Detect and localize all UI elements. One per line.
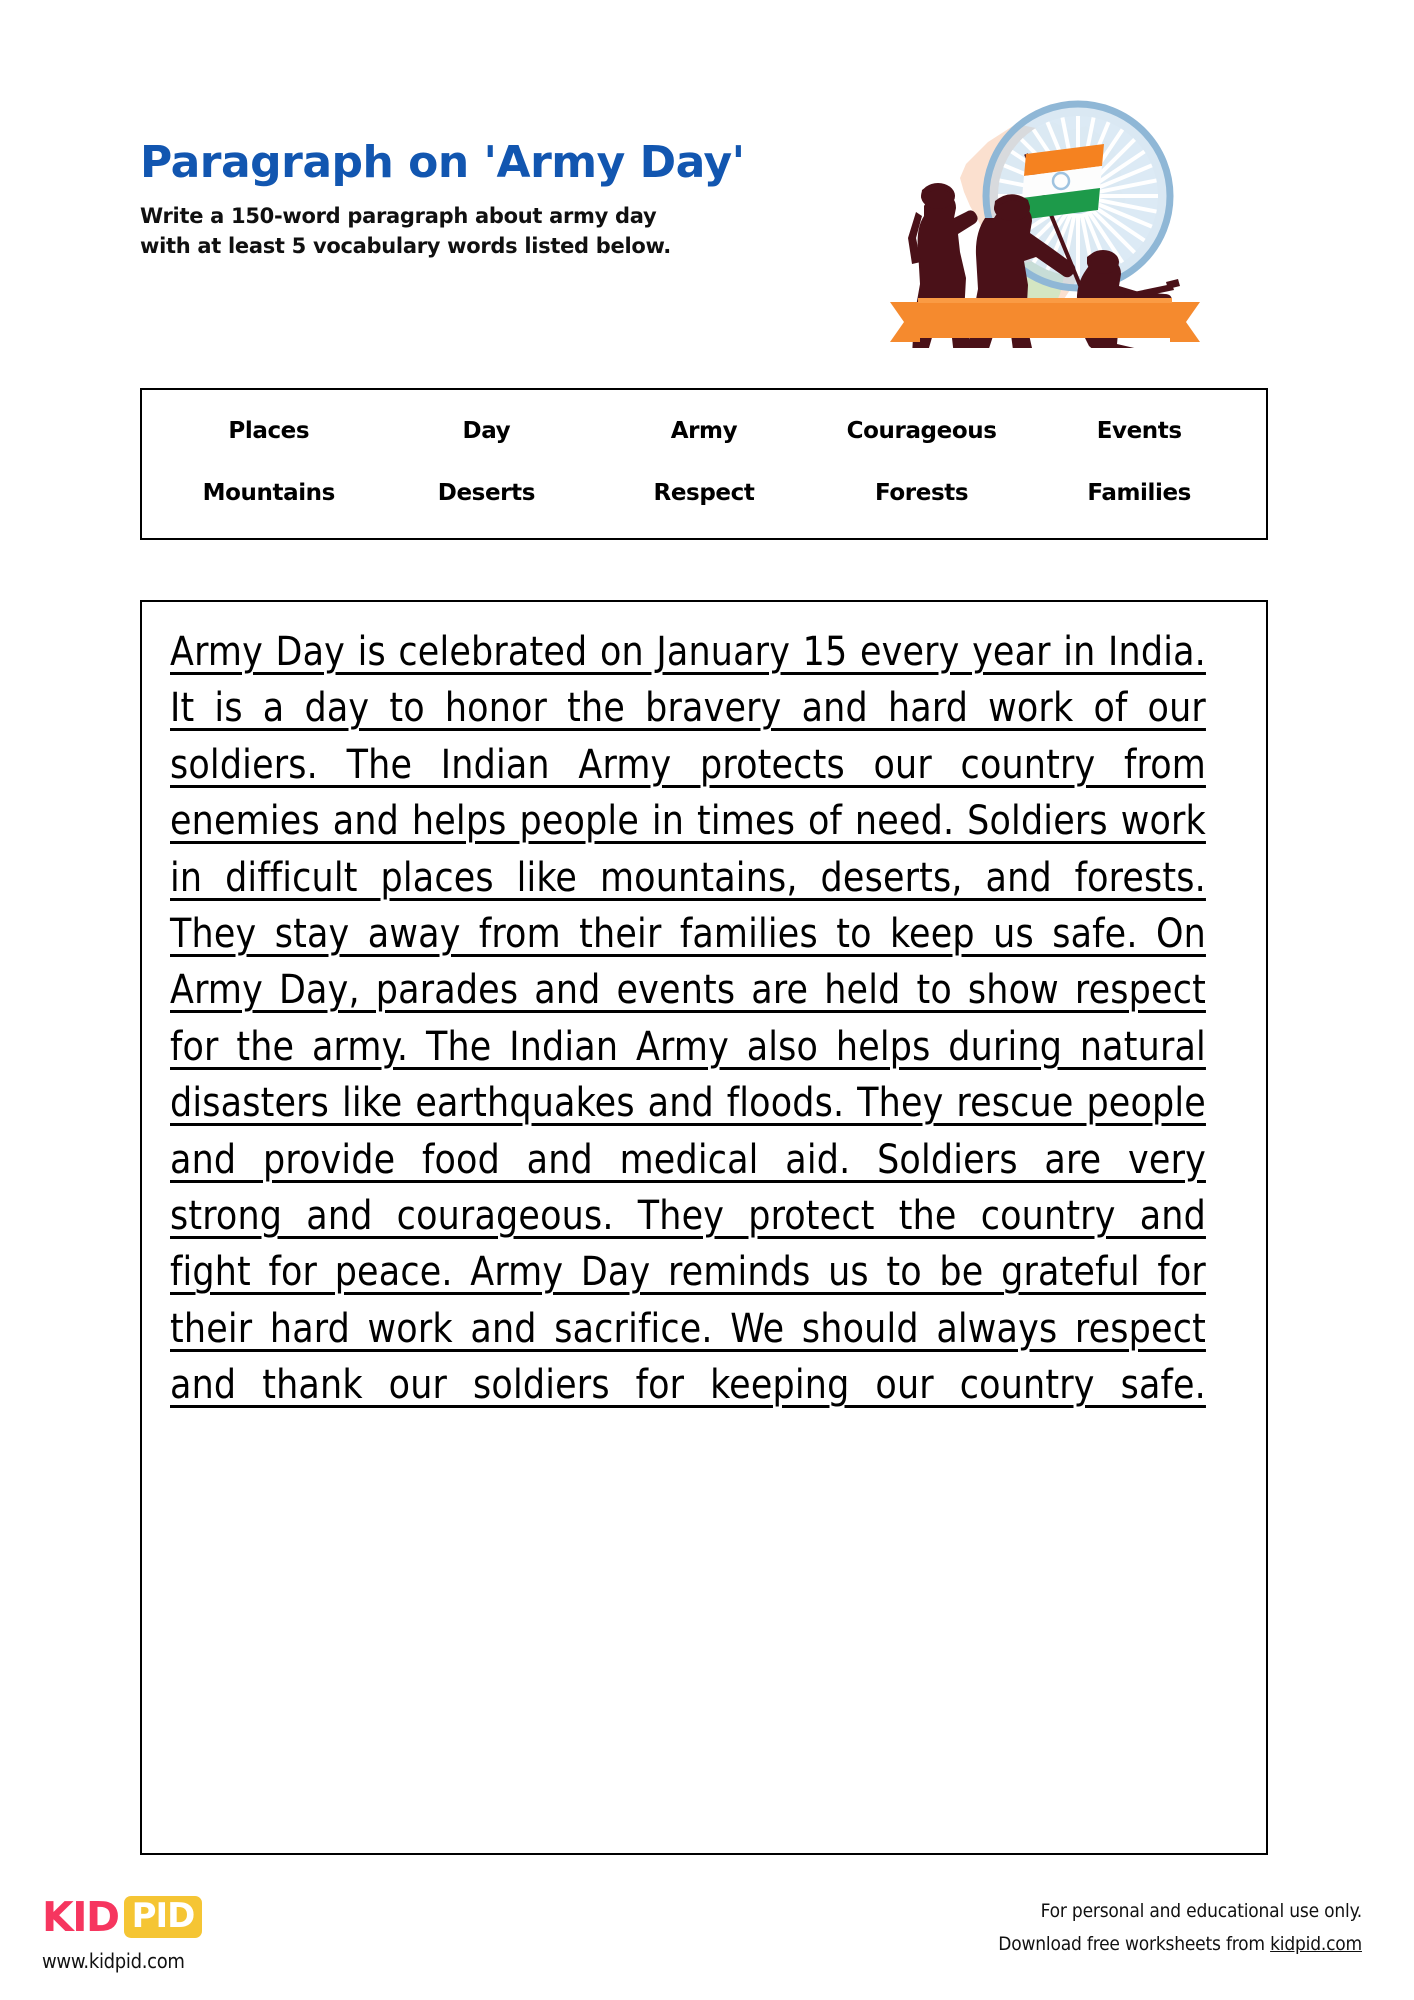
vocab-word: Forests bbox=[875, 480, 969, 506]
vocab-word: Mountains bbox=[202, 480, 335, 506]
vocabulary-row bbox=[160, 400, 1248, 462]
footer-branding bbox=[42, 1893, 342, 1973]
download-notice bbox=[998, 1928, 1362, 1961]
vocab-word: Day bbox=[462, 418, 511, 444]
download-notice-prefix: Download free worksheets from bbox=[998, 1933, 1271, 1956]
vocab-word: Respect bbox=[653, 480, 755, 506]
ribbon-banner bbox=[890, 298, 1200, 342]
handwritten-paragraph: Army Day is celebrated on January 15 every year in India. It is a day to honor the bravery and hard work of our soldiers. The Indian Army protects our country from enemies and helps people in times of need. Soldiers work in difficult places like mountains, deserts, and forests. They stay away from their families to keep us safe. On Army Day, parades and events are held to show respect for the army. The Indian Army also helps during natural disasters like earthquakes and floods. They rescue people and provide food and medical aid. Soldiers are very strong and courageous. They protect the country and fight for peace. Army Day reminds us to be grateful for their hard work and sacrifice. We should always respect and thank our soldiers for keeping our country safe. bbox=[170, 629, 1206, 1409]
kidpid-link[interactable]: kidpid.com bbox=[1270, 1933, 1362, 1956]
vocabulary-row bbox=[160, 462, 1248, 524]
footer-website: www.kidpid.com bbox=[42, 1949, 185, 1973]
usage-notice: For personal and educational use only. bbox=[1040, 1900, 1362, 1922]
page-title: Paragraph on 'Army Day' bbox=[140, 137, 745, 188]
vocab-word: Army bbox=[670, 418, 738, 444]
army-day-illustration bbox=[890, 88, 1200, 348]
logo-kid-text: KID bbox=[42, 1892, 119, 1941]
vocab-word: Places bbox=[228, 418, 310, 444]
vocab-word: Courageous bbox=[846, 418, 997, 444]
vocabulary-word-bank bbox=[140, 388, 1268, 540]
instructions-text: Write a 150-word paragraph about army day with at least 5 vocabulary words listed below. bbox=[140, 204, 671, 258]
vocab-word: Deserts bbox=[437, 480, 535, 506]
vocab-word: Families bbox=[1087, 480, 1191, 506]
worksheet-header bbox=[140, 137, 860, 262]
vocab-word: Events bbox=[1096, 418, 1182, 444]
kidpid-logo bbox=[42, 1893, 342, 1941]
answer-area[interactable] bbox=[140, 600, 1268, 1855]
footer-notice bbox=[998, 1895, 1362, 1962]
logo-pid-text: PID bbox=[124, 1896, 203, 1938]
